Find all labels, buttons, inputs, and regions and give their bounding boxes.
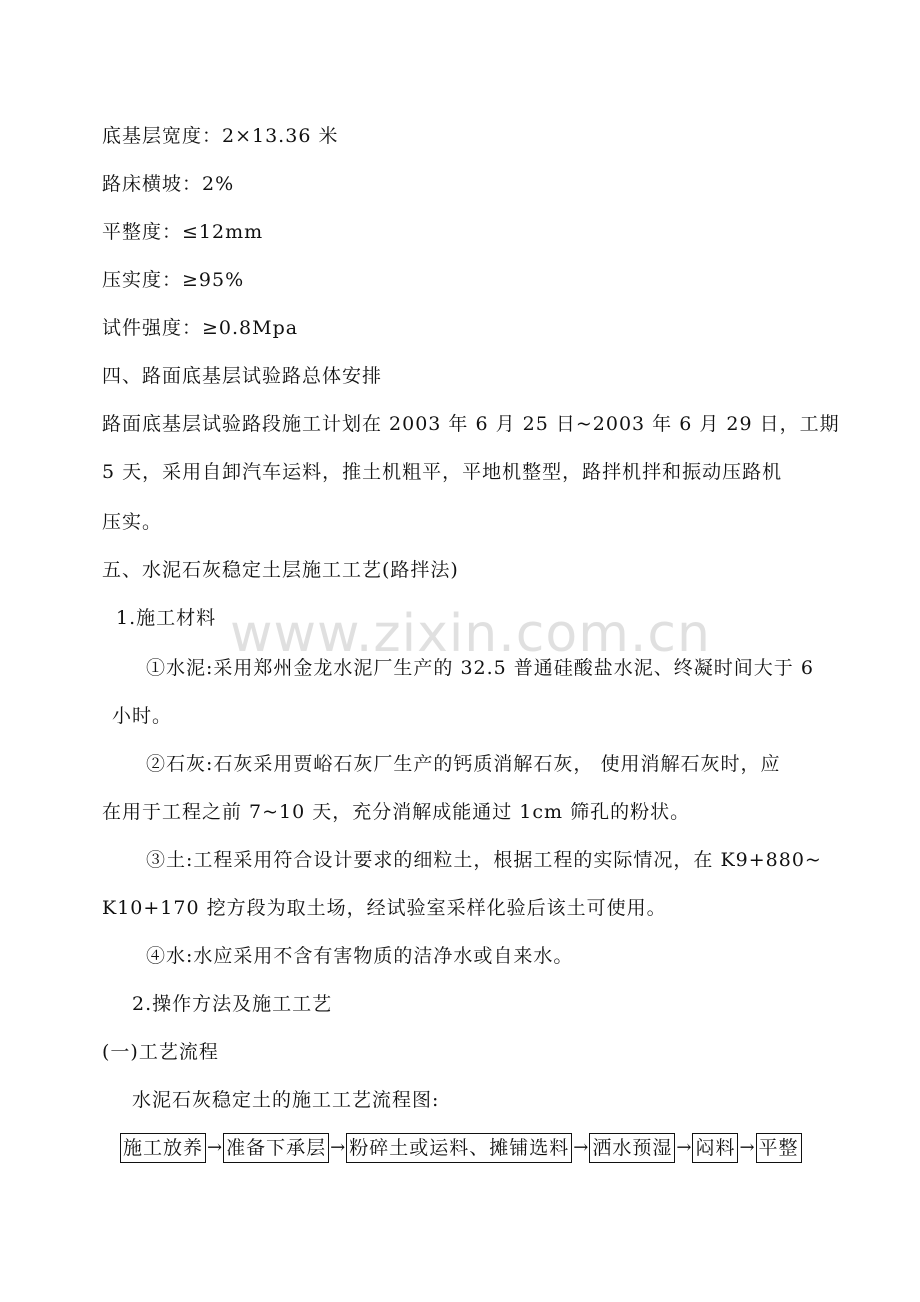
subsection-heading: 1.施工材料 <box>116 607 217 629</box>
flow-step: 闷料 <box>692 1133 738 1163</box>
flow-step: 施工放养 <box>120 1133 206 1163</box>
text-line: ④水:水应采用不含有害物质的洁净水或自来水。 <box>146 945 574 967</box>
text-line: 小时。 <box>112 705 173 727</box>
section-heading: 四、路面底基层试验路总体安排 <box>102 365 383 387</box>
text-line: K10+170 挖方段为取土场，经试验室采样化验后该土可使用。 <box>102 897 667 919</box>
flow-step: 准备下承层 <box>223 1133 329 1163</box>
text-line: ①水泥:采用郑州金龙水泥厂生产的 32.5 普通硅酸盐水泥、终凝时间大于 6 <box>146 657 814 679</box>
subsection-heading: 2.操作方法及施工工艺 <box>132 993 333 1015</box>
text-line: 底基层宽度：2×13.36 米 <box>102 125 339 147</box>
text-line: ②石灰:石灰采用贾峪石灰厂生产的钙质消解石灰， 使用消解石灰时，应 <box>146 753 781 775</box>
arrow-icon: → <box>207 1137 223 1158</box>
text-line: 压实度：≥95% <box>102 269 245 291</box>
text-line: 水泥石灰稳定土的施工工艺流程图: <box>132 1089 440 1111</box>
text-line: ③土:工程采用符合设计要求的细粒土，根据工程的实际情况，在 K9+880~ <box>146 849 822 871</box>
arrow-icon: → <box>739 1137 755 1158</box>
text-line: 路面底基层试验路段施工计划在 2003 年 6 月 25 日~2003 年 6 月 29 日，工期 <box>102 413 840 435</box>
watermark: www.zixin.com.cn <box>230 604 711 664</box>
text-line: 5 天，采用自卸汽车运料，推土机粗平，平地机整型，路拌机拌和振动压路机 <box>102 461 783 483</box>
arrow-icon: → <box>330 1137 346 1158</box>
text-line: 压实。 <box>102 511 163 533</box>
arrow-icon: → <box>573 1137 589 1158</box>
section-heading: 五、水泥石灰稳定土层施工工艺(路拌法) <box>102 559 459 581</box>
arrow-icon: → <box>676 1137 692 1158</box>
flow-step: 平整 <box>756 1133 802 1163</box>
text-line: 路床横坡：2% <box>102 173 235 195</box>
flow-step: 粉碎土或运料、摊铺选料 <box>346 1133 572 1163</box>
subsection-heading: (一)工艺流程 <box>102 1041 219 1063</box>
text-line: 平整度：≤12mm <box>102 221 264 243</box>
process-flow <box>120 1132 802 1164</box>
text-line: 在用于工程之前 7~10 天，充分消解成能通过 1cm 筛孔的粉状。 <box>102 801 691 823</box>
flow-step: 洒水预湿 <box>589 1133 675 1163</box>
text-line: 试件强度：≥0.8Mpa <box>102 317 299 339</box>
